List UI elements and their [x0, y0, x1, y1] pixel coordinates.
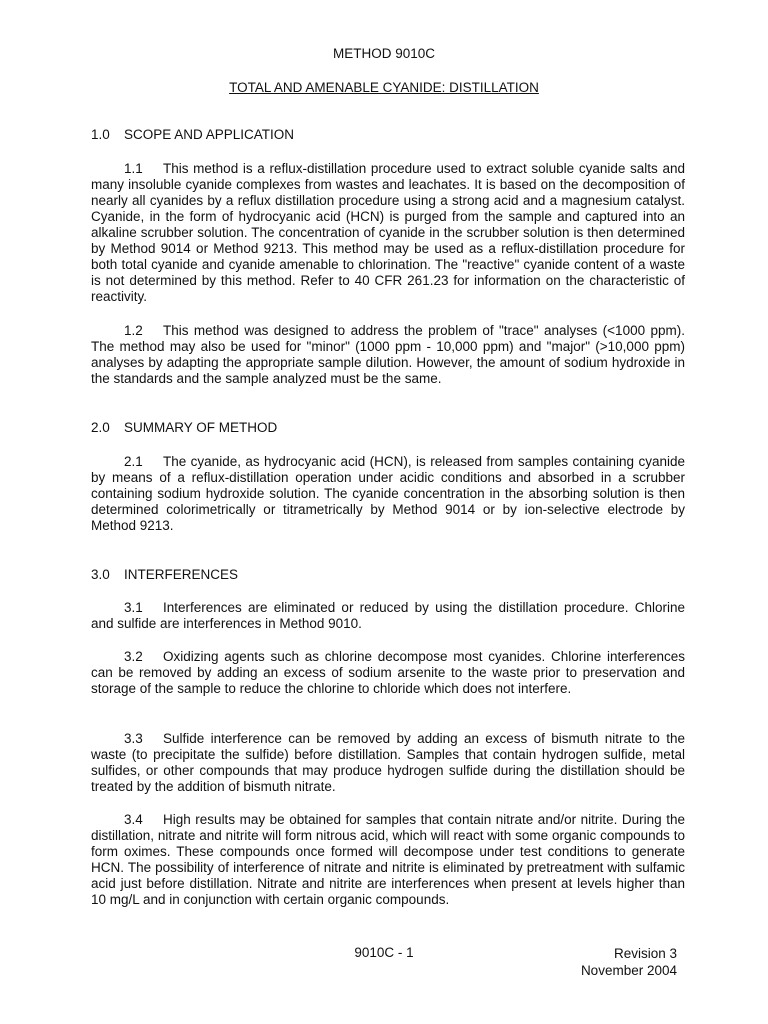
paragraph-number: 2.1 [124, 454, 143, 469]
section-number: 3.0 [91, 567, 110, 582]
section-title: INTERFERENCES [124, 567, 239, 582]
paragraph-3-4 [91, 812, 685, 908]
revision-label: Revision 3 [613, 946, 677, 961]
paragraph-text: High results may be obtained for samples that contain nitrate and/or nitrite. During the distillation, nitrate and nitrite will form nitrous acid, which will react with some organic compounds to form oximes. These compounds once formed will decompose under test conditions to generate HCN. The possibility of interference of nitrate and nitrite is eliminated by pretreatment with sulfamic acid just before distillation. Nitrate and nitrite are interferences when present at levels higher than 10 mg/L and in conjunction with certain organic compounds. [91, 812, 685, 907]
section-heading-summary [91, 420, 685, 436]
paragraph-text: This method is a reflux-distillation procedure used to extract soluble cyanide salts and many insoluble cyanide complexes from wastes and leachates. It is based on the decomposition of nearly all cyanides by a reflux distillation procedure using a strong acid and a magnesium catalyst. Cyanide, in the form of hydrocyanic acid (HCN) is purged from the sample and captured into an alkaline scrubber solution. The concentration of cyanide in the scrubber solution is then determined by Method 9014 or Method 9213. This method may be used as a reflux-distillation procedure for both total cyanide and cyanide amenable to chlorination. The "reactive" cyanide content of a waste is not determined by this method. Refer to 40 CFR 261.23 for information on the characteristic of reactivity. [91, 161, 685, 304]
paragraph-text: Interferences are eliminated or reduced by using the distillation procedure. Chlorine and sulfide are interferences in Method 9010. [91, 600, 685, 631]
section-number: 1.0 [91, 127, 110, 142]
document-title: TOTAL AND AMENABLE CYANIDE: DISTILLATION [229, 80, 539, 95]
section-number: 2.0 [91, 420, 110, 435]
paragraph-number: 3.3 [124, 731, 143, 746]
revision-info [581, 945, 677, 979]
method-title: METHOD 9010C [332, 46, 436, 61]
paragraph-1-2 [91, 323, 685, 387]
paragraph-3-3 [91, 731, 685, 795]
section-title: SUMMARY OF METHOD [124, 420, 278, 435]
paragraph-text: Oxidizing agents such as chlorine decompose most cyanides. Chlorine interferences can be removed by adding an excess of sodium arsenite to the waste prior to preservation and storage of the sample to reduce the chlorine to chloride which does not interfere. [91, 649, 685, 696]
page-number: 9010C - 1 [354, 945, 414, 960]
paragraph-2-1 [91, 454, 685, 534]
section-heading-scope [91, 127, 685, 143]
paragraph-text: This method was designed to address the problem of "trace" analyses (<1000 ppm). The method may also be used for "minor" (1000 ppm - 10,000 ppm) and "major" (>10,000 ppm) analyses by adapting the appropriate sample dilution. However, the amount of sodium hydroxide in the standards and the sample analyzed must be the same. [91, 323, 685, 386]
paragraph-1-1 [91, 161, 685, 305]
paragraph-text: Sulfide interference can be removed by adding an excess of bismuth nitrate to the waste (to precipitate the sulfide) before distillation. Samples that contain hydrogen sulfide, metal sulfides, or other compounds that may produce hydrogen sulfide during the distillation should be treated by the addition of bismuth nitrate. [91, 731, 685, 794]
paragraph-text: The cyanide, as hydrocyanic acid (HCN), is released from samples containing cyanide by means of a reflux-distillation operation under acidic conditions and absorbed in a scrubber containing sodium hydroxide solution. The cyanide concentration in the absorbing solution is then determined colorimetrically or titrametrically by Method 9014 or by ion-selective electrode by Method 9213. [91, 454, 685, 533]
paragraph-3-2 [91, 649, 685, 697]
section-heading-interferences [91, 567, 685, 583]
section-title: SCOPE AND APPLICATION [124, 127, 295, 142]
paragraph-number: 1.1 [124, 161, 143, 176]
paragraph-number: 3.2 [124, 649, 143, 664]
revision-date: November 2004 [580, 963, 677, 978]
paragraph-number: 3.1 [124, 600, 143, 615]
paragraph-number: 3.4 [124, 812, 143, 827]
paragraph-3-1 [91, 600, 685, 632]
paragraph-number: 1.2 [124, 323, 143, 338]
